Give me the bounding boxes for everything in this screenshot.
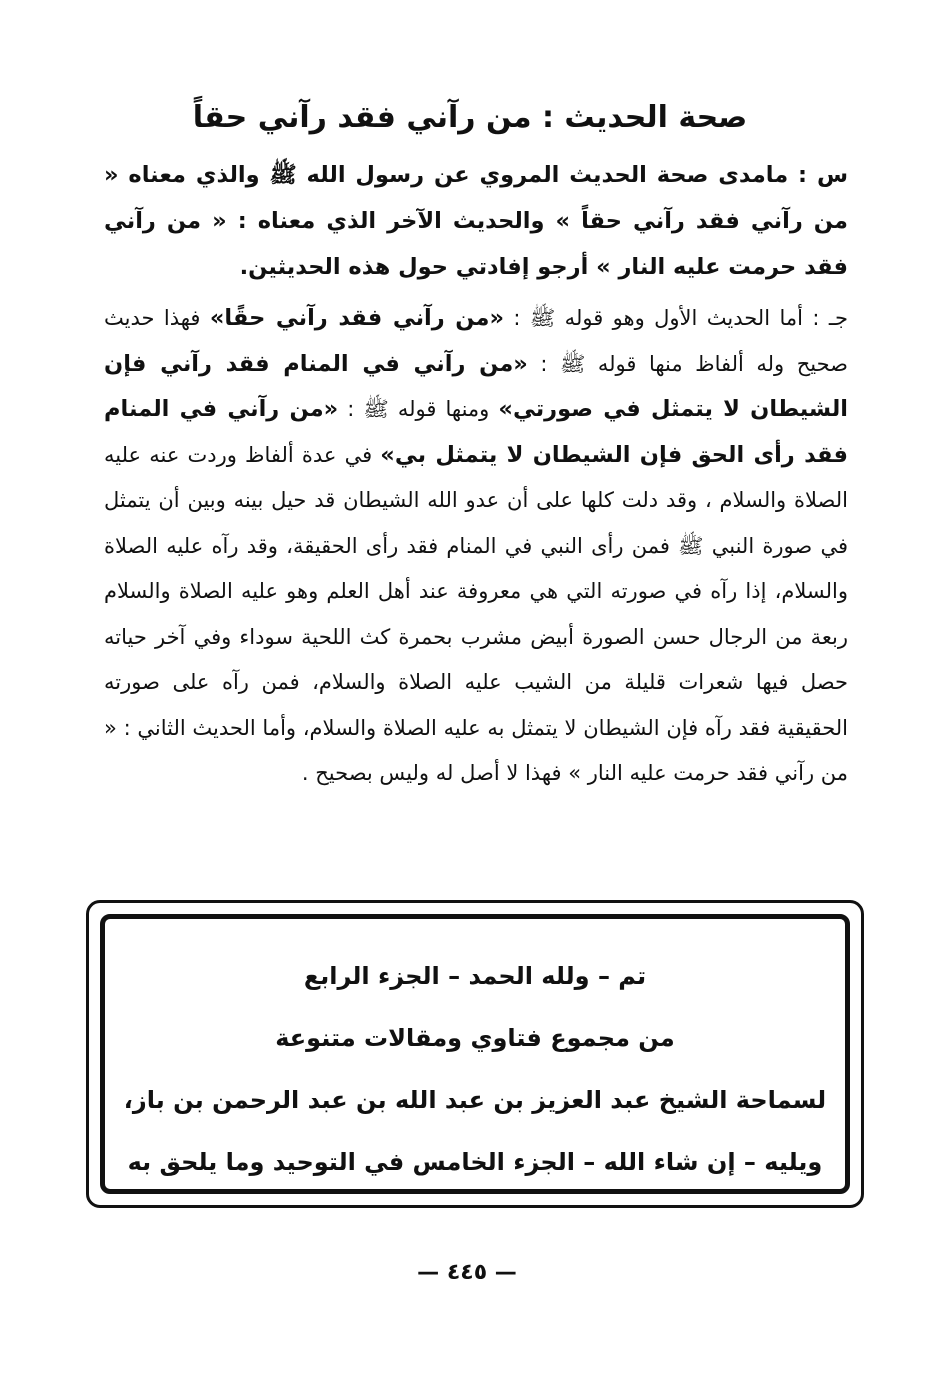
colophon-line: تم – ولله الحمد – الجزء الرابع [303, 962, 647, 990]
answer-text: فهذا حديث صحيح وله ألفاظ منها قوله ﷺ : [104, 306, 848, 376]
colophon-frame [86, 900, 864, 1208]
colophon-text [105, 945, 845, 1193]
hadith-quote: «من رآني فقد رآني حقًا» [209, 305, 504, 331]
question-paragraph: س : مامدى صحة الحديث المروي عن رسول الله ﷺ والذي معناه « من رآني فقد رآني حقاً » والحديث الآخر الذي معناه : « من رآني فقد حرمت عليه النار » أرجو إفادتي حول هذه الحديثين. [104, 162, 848, 280]
answer-paragraph [104, 296, 848, 797]
colophon-inner-border [100, 914, 850, 1194]
answer-text: ومنها قوله ﷺ : [338, 397, 499, 421]
colophon-line: من مجموع فتاوي ومقالات متنوعة [275, 1024, 675, 1052]
page-number: — ٤٤٥ — [417, 1260, 517, 1285]
colophon-line: لسماحة الشيخ عبد العزيز بن عبد الله بن عبد الرحمن بن باز، [123, 1086, 827, 1114]
colophon-line: ويليه – إن شاء الله – الجزء الخامس في التوحيد وما يلحق به [127, 1148, 823, 1176]
answer-text: في عدة ألفاظ وردت عنه عليه الصلاة والسلام ، وقد دلت كلها على أن عدو الله الشيطان قد حيل بينه وبين أن يتمثل في صورة النبي ﷺ فمن رأى النبي في المنام فقد رأى الحقيقة، وقد رآه عليه الصلاة والسلام، إذا رآه في صورته التي هي معروفة عند أهل العلم وهو عليه الصلاة والسلام ربعة من الرجال حسن الصورة أبيض مشرب بحمرة كث اللحية سوداء وفي آخر حياته حصل فيها شعرات قليلة من الشيب عليه الصلاة والسلام، فمن رآه على صورته الحقيقية فقد رآه فإن الشيطان لا يتمثل به عليه الصلاة والسلام، وأما الحديث الثاني : « من رآني فقد حرمت عليه النار » فهذا لا أصل له وليس بصحيح . [104, 442, 848, 785]
section-title: صحة الحديث : من رآني فقد رآني حقاً [192, 100, 748, 135]
answer-text: جـ : أما الحديث الأول وهو قوله ﷺ : [503, 306, 848, 330]
hadith-quote: «من رآني في المنام فقد رأى الحق فإن الشيطان لا يتمثل بي» [104, 396, 848, 468]
hadith-quote: «من رآني في المنام فقد رآني فإن الشيطان لا يتمثل في صورتي» [104, 350, 848, 422]
